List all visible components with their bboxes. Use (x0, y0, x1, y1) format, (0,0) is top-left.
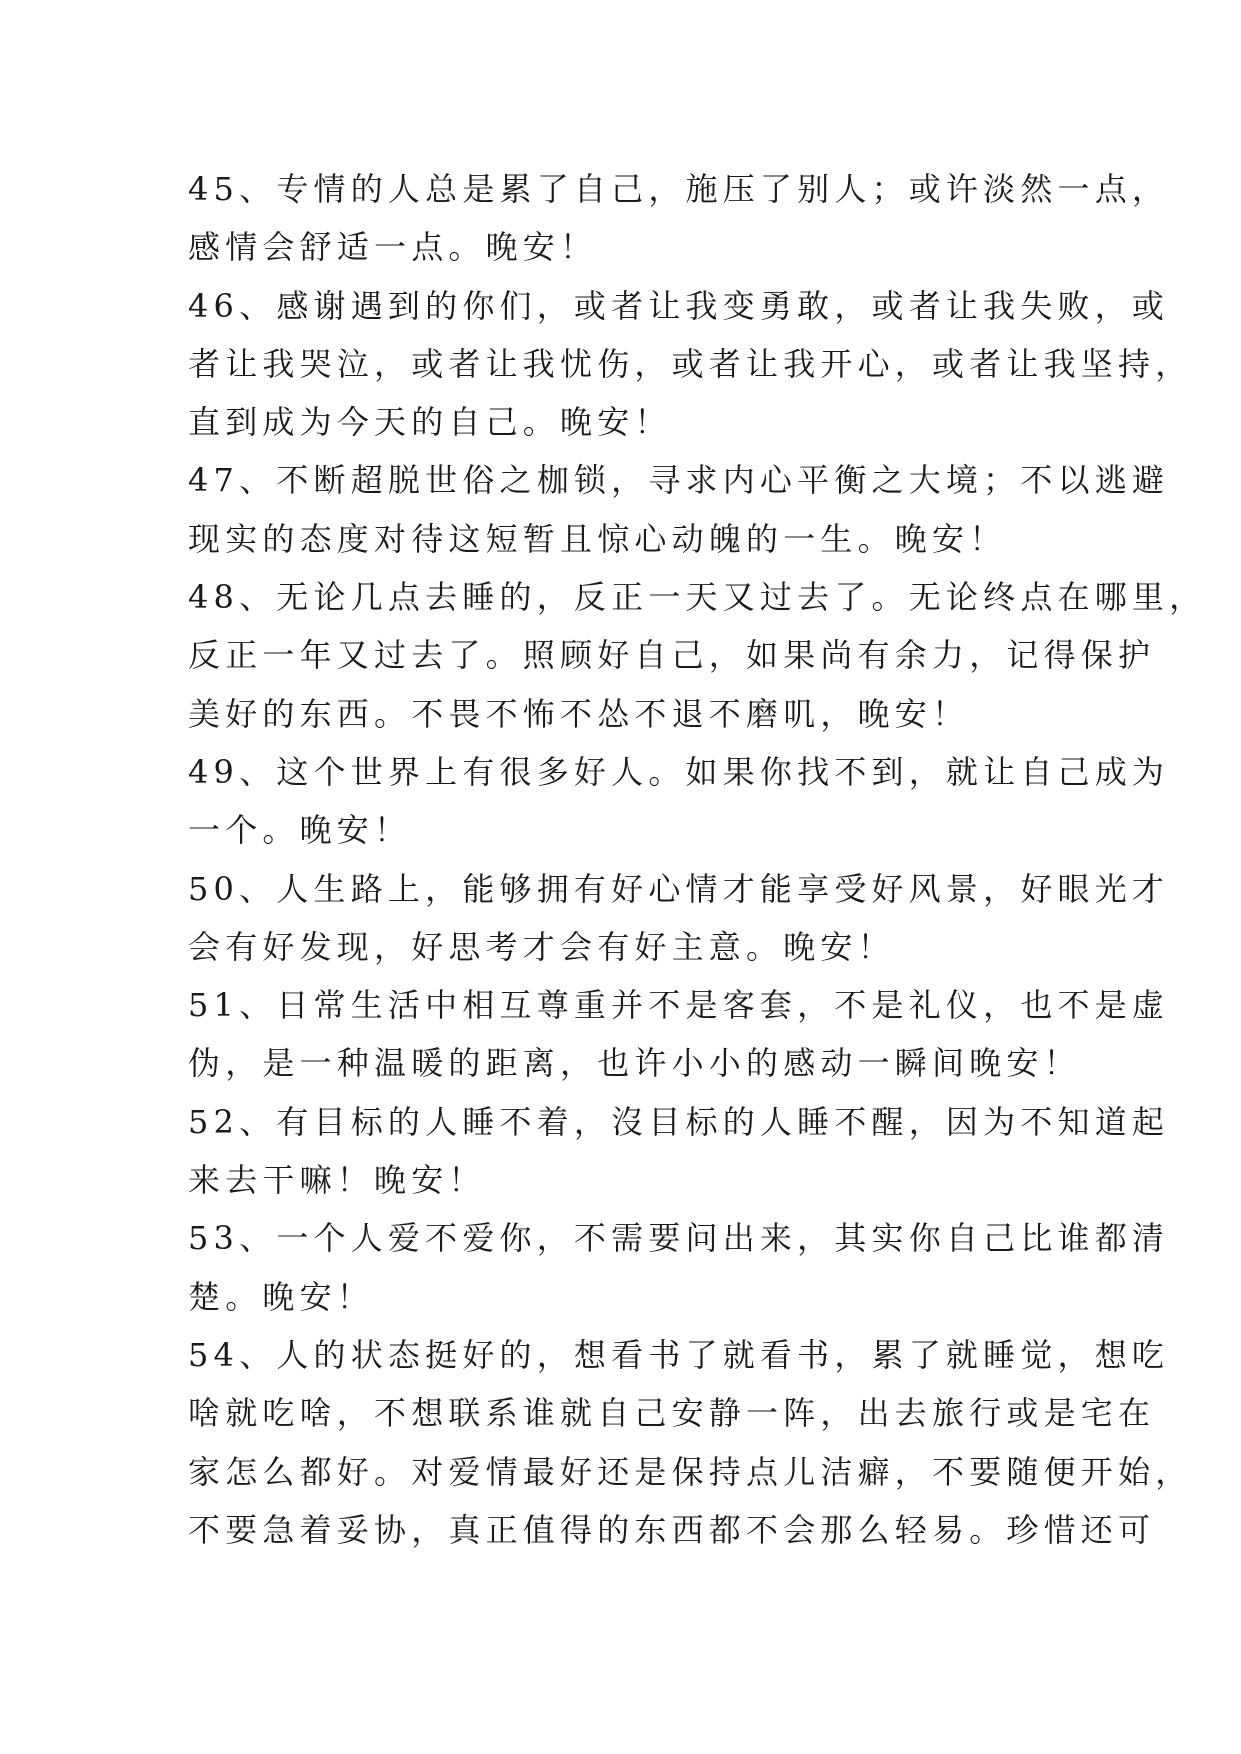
text-line: 伪，是一种温暖的距离，也许小小的感动一瞬间晚安！ (188, 1044, 1081, 1083)
text-line: 47、不断超脱世俗之枷锁，寻求内心平衡之大境；不以逃避 (188, 461, 1170, 500)
text-line: 感情会舒适一点。晚安！ (188, 228, 598, 267)
text-line: 反正一年又过去了。照顾好自己，如果尚有余力，记得保护 (188, 636, 1156, 675)
text-line: 53、一个人爱不爱你，不需要问出来，其实你自己比谁都清 (188, 1219, 1170, 1258)
text-line: 家怎么都好。对爱情最好还是保持点儿洁癖，不要随便开始， (188, 1452, 1193, 1491)
text-line: 不要急着妥协，真正值得的东西都不会那么轻易。珍惜还可 (188, 1510, 1156, 1549)
text-line: 者让我哭泣，或者让我忧伤，或者让我开心，或者让我坚持， (188, 344, 1193, 383)
text-line: 一个。晚安！ (188, 811, 412, 850)
document-body (188, 160, 1207, 1559)
text-line: 现实的态度对待这短暂且惊心动魄的一生。晚安！ (188, 519, 1007, 558)
text-line: 美好的东西。不畏不怖不怂不退不磨叽，晚安！ (188, 694, 970, 733)
text-line: 会有好发现，好思考才会有好主意。晚安！ (188, 927, 895, 966)
text-line: 54、人的状态挺好的，想看书了就看书，累了就睡觉，想吃 (188, 1335, 1170, 1374)
text-line: 啥就吃啥，不想联系谁就自己安静一阵，出去旅行或是宅在 (188, 1394, 1156, 1433)
text-line: 52、有目标的人睡不着，沒目标的人睡不醒，因为不知道起 (188, 1102, 1170, 1141)
text-line: 来去干嘛！晚安！ (188, 1161, 486, 1200)
text-line: 46、感谢遇到的你们，或者让我变勇敢，或者让我失败，或 (188, 286, 1170, 325)
text-line: 楚。晚安！ (188, 1277, 375, 1316)
text-line: 48、无论几点去睡的，反正一天又过去了。无论终点在哪里， (188, 578, 1207, 617)
text-line: 45、专情的人总是累了自己，施压了别人；或许淡然一点， (188, 170, 1170, 208)
text-line: 49、这个世界上有很多好人。如果你找不到，就让自己成为 (188, 752, 1170, 791)
text-line: 直到成为今天的自己。晚安！ (188, 403, 672, 442)
text-line: 50、人生路上，能够拥有好心情才能享受好风景，好眼光才 (188, 869, 1170, 908)
text-line: 51、日常生活中相互尊重并不是客套，不是礼仪，也不是虚 (188, 986, 1170, 1025)
